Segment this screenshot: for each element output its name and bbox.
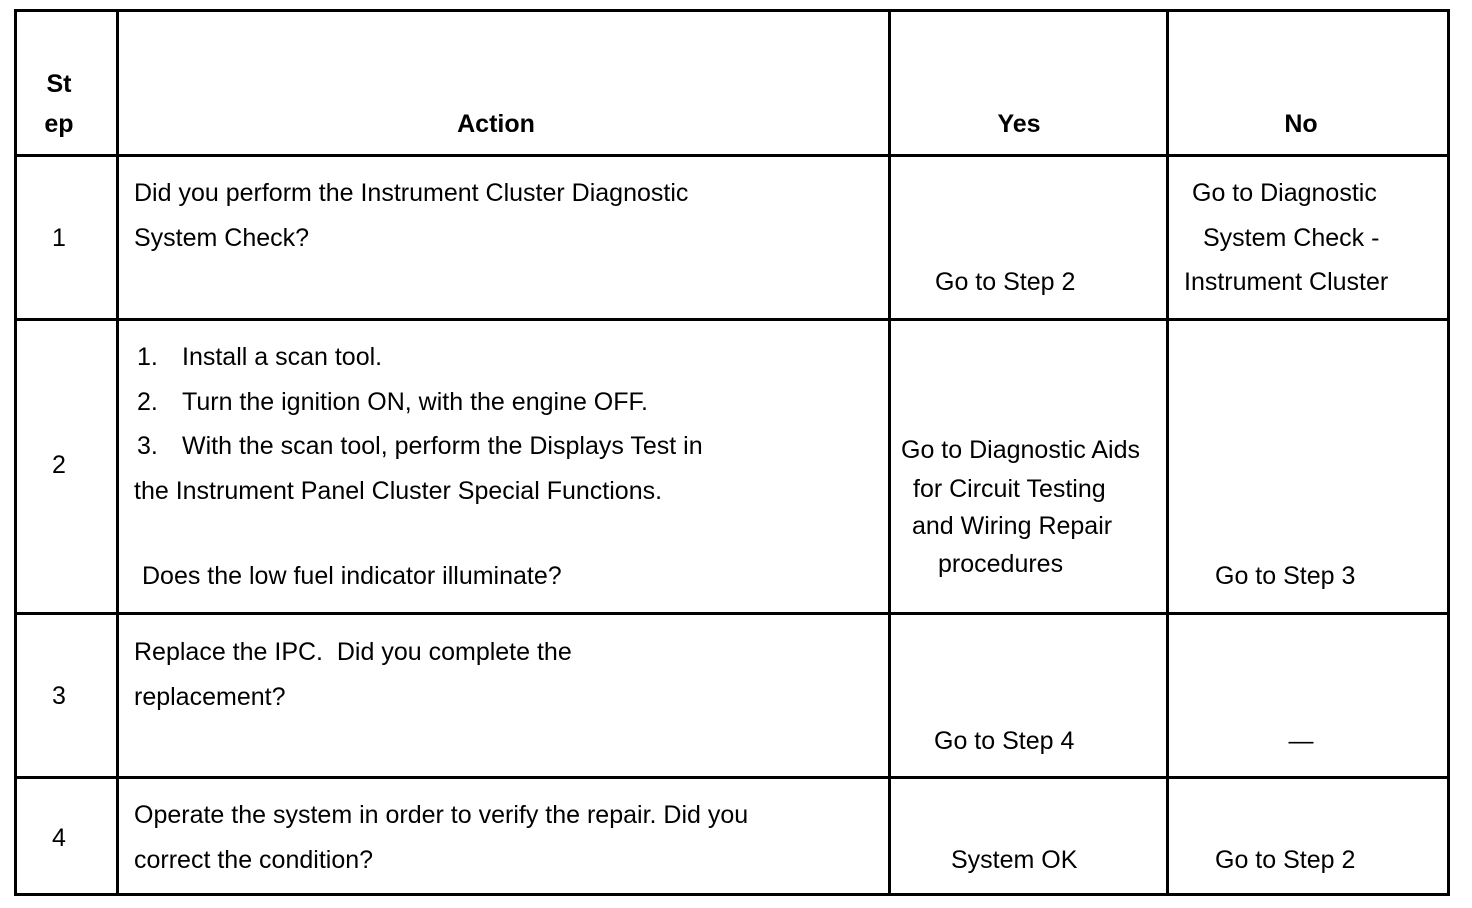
- row-divider-header: [17, 154, 1447, 157]
- row4-step: 4: [52, 824, 66, 852]
- row3-no: —: [1288, 727, 1314, 755]
- header-no: No: [1284, 110, 1318, 138]
- row2-item2-num: 2.: [137, 388, 158, 416]
- row2-no: Go to Step 3: [1215, 562, 1356, 590]
- row1-no-line2: System Check -: [1203, 224, 1380, 252]
- row1-action-line2: System Check?: [134, 224, 310, 252]
- header-action: Action: [457, 110, 535, 138]
- row2-yes-line2: for Circuit Testing: [913, 475, 1106, 503]
- row2-item1-num: 1.: [137, 343, 158, 371]
- row3-action-line1: Replace the IPC. Did you complete the: [134, 638, 572, 666]
- row-divider-1: [17, 318, 1447, 321]
- row2-question: Does the low fuel indicator illuminate?: [142, 562, 562, 590]
- row1-action-line1: Did you perform the Instrument Cluster Diagnostic: [134, 179, 689, 207]
- row-divider-3: [17, 776, 1447, 779]
- row2-item3-num: 3.: [137, 432, 158, 460]
- row2-step: 2: [52, 451, 66, 479]
- row1-step: 1: [52, 224, 66, 252]
- row4-yes: System OK: [951, 846, 1078, 874]
- col-divider-yes: [1166, 12, 1169, 893]
- row2-action-continuation: the Instrument Panel Cluster Special Functions.: [134, 477, 663, 505]
- col-divider-action: [888, 12, 891, 893]
- row4-action-line2: correct the condition?: [134, 846, 374, 874]
- row2-item3-text: With the scan tool, perform the Displays Test in: [182, 432, 703, 460]
- row3-yes: Go to Step 4: [934, 727, 1075, 755]
- row2-yes-line1: Go to Diagnostic Aids: [901, 436, 1141, 464]
- row3-step: 3: [52, 682, 66, 710]
- row2-item1-text: Install a scan tool.: [182, 343, 383, 371]
- header-step: [16, 70, 102, 138]
- row2-yes-line3: and Wiring Repair: [912, 512, 1113, 540]
- col-divider-step: [116, 12, 119, 893]
- row-divider-2: [17, 612, 1447, 615]
- row1-no-line1: Go to Diagnostic: [1192, 179, 1377, 207]
- row2-item2-text: Turn the ignition ON, with the engine OFF.: [182, 388, 648, 416]
- row4-no: Go to Step 2: [1215, 846, 1356, 874]
- header-yes: Yes: [997, 110, 1041, 138]
- row2-yes-line4: procedures: [938, 550, 1064, 578]
- header-step-line2: ep: [44, 110, 74, 138]
- row1-no-line3: Instrument Cluster: [1184, 268, 1389, 296]
- row3-action-line2: replacement?: [134, 683, 286, 711]
- row1-yes: Go to Step 2: [935, 268, 1076, 296]
- row4-action-line1: Operate the system in order to verify the repair. Did you: [134, 801, 749, 829]
- header-step-line1: St: [46, 70, 72, 98]
